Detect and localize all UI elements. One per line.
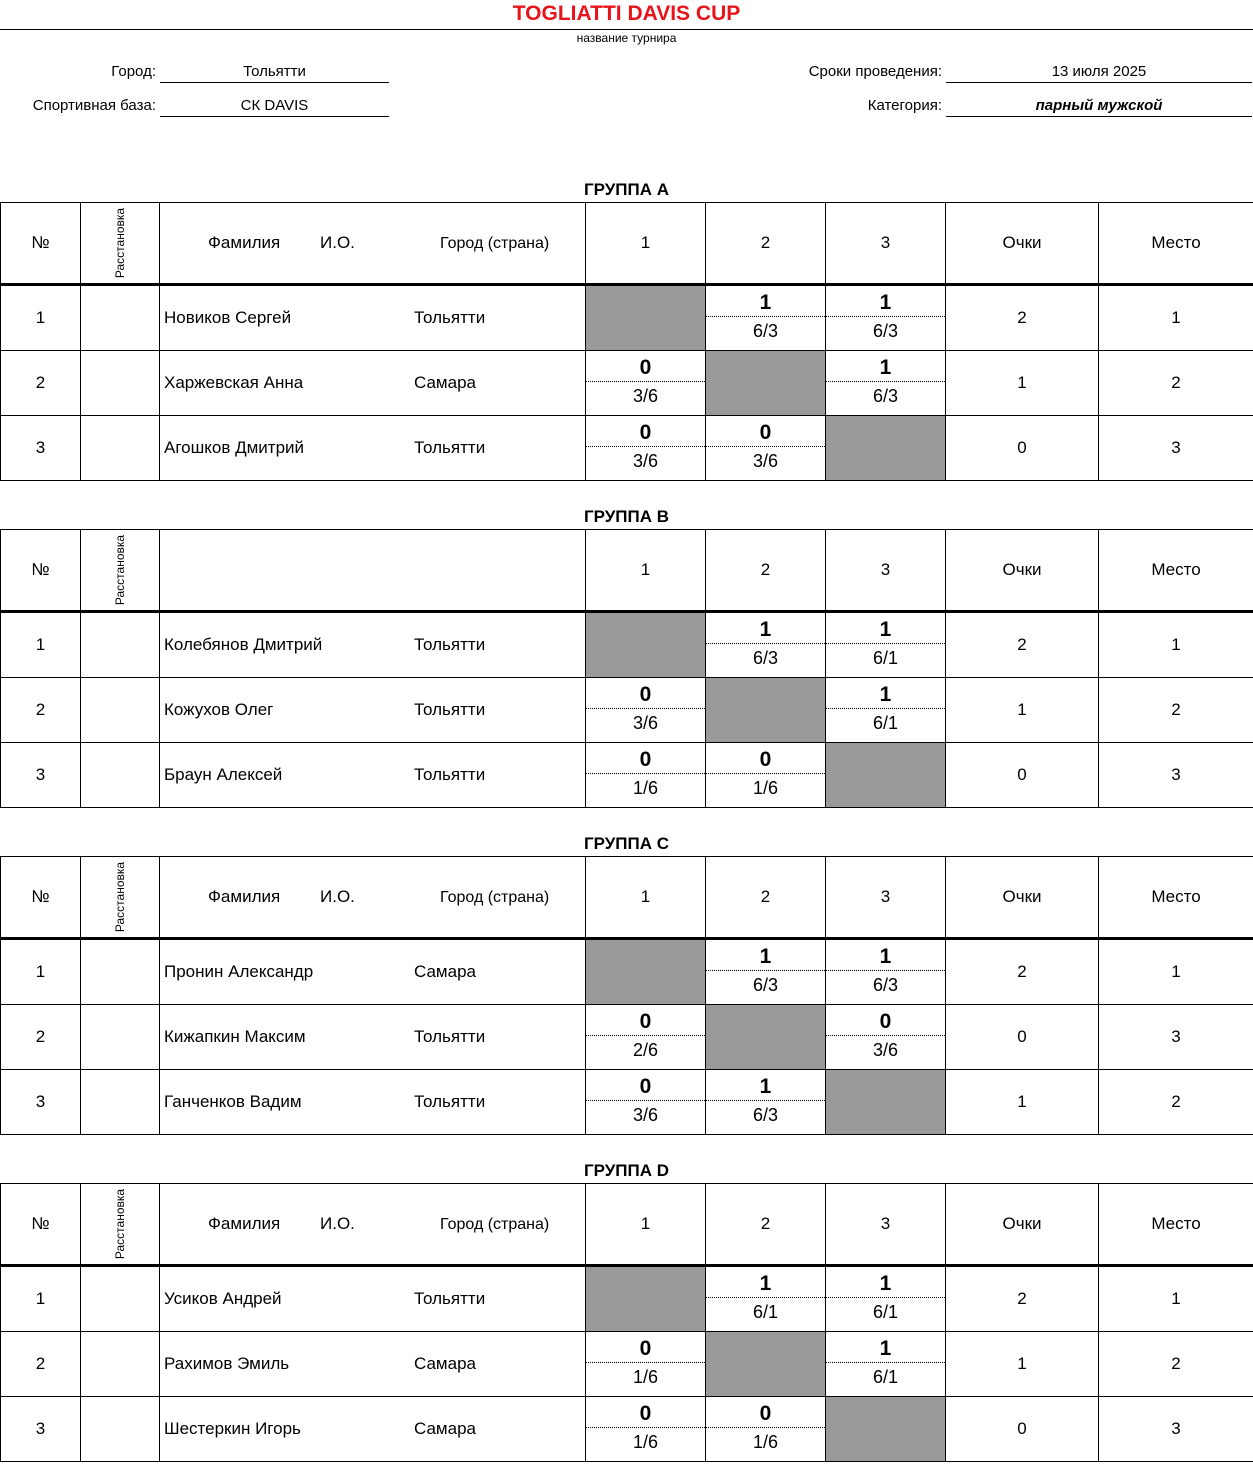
col-place-header: Место	[1099, 857, 1253, 939]
col-3-header: 3	[826, 203, 946, 285]
diagonal-cell	[706, 1332, 826, 1397]
match-win-flag: 1	[706, 617, 825, 644]
player-cell	[160, 1070, 586, 1135]
col-seed-header	[81, 1184, 160, 1266]
player-seed	[81, 678, 160, 743]
player-name: Усиков Андрей	[164, 1289, 282, 1308]
match-win-flag: 0	[586, 682, 705, 709]
match-result	[826, 351, 946, 416]
match-score: 2/6	[632, 1040, 659, 1060]
surname-header: Фамилия	[208, 1214, 281, 1233]
player-number: 3	[1, 743, 81, 808]
match-win-flag: 1	[706, 944, 825, 971]
player-points: 2	[946, 612, 1099, 678]
col-place-header: Место	[1099, 203, 1253, 285]
match-result	[586, 1332, 706, 1397]
match-score: 6/3	[872, 386, 899, 406]
match-score: 3/6	[632, 451, 659, 471]
col-1-header: 1	[586, 530, 706, 612]
player-cell	[160, 285, 586, 351]
match-score: 6/3	[872, 321, 899, 341]
match-result	[586, 1070, 706, 1135]
player-name: Харжевская Анна	[164, 373, 304, 392]
col-seed-header	[81, 203, 160, 285]
match-win-flag: 0	[586, 1009, 705, 1036]
player-seed	[81, 939, 160, 1005]
player-row	[1, 678, 1253, 743]
player-points: 0	[946, 743, 1099, 808]
match-result	[826, 612, 946, 678]
diagonal-cell	[586, 612, 706, 678]
player-place: 3	[1099, 1005, 1253, 1070]
col-name-header	[160, 203, 586, 285]
match-win-flag: 0	[586, 1074, 705, 1101]
group-title: ГРУППА С	[583, 834, 670, 853]
player-seed	[81, 1332, 160, 1397]
player-place: 3	[1099, 416, 1253, 481]
header-row	[1, 857, 1253, 939]
col-1-header: 1	[586, 1184, 706, 1266]
player-place: 2	[1099, 678, 1253, 743]
player-points: 1	[946, 1070, 1099, 1135]
match-score: 1/6	[632, 778, 659, 798]
group-title: ГРУППА D	[583, 1161, 670, 1180]
initials-header: И.О.	[320, 887, 355, 906]
match-result	[706, 1070, 826, 1135]
match-score: 6/3	[872, 975, 899, 995]
group-table	[0, 856, 1253, 1135]
col-num-header: №	[1, 530, 81, 612]
match-result	[826, 285, 946, 351]
match-result	[706, 1266, 826, 1332]
player-city: Тольятти	[414, 700, 486, 719]
player-row	[1, 1070, 1253, 1135]
player-place: 2	[1099, 351, 1253, 416]
match-result	[586, 1397, 706, 1462]
player-row	[1, 285, 1253, 351]
match-win-flag: 0	[586, 420, 705, 447]
player-cell	[160, 743, 586, 808]
col-2-header: 2	[706, 1184, 826, 1266]
match-result	[586, 743, 706, 808]
match-result	[586, 351, 706, 416]
player-cell	[160, 1266, 586, 1332]
player-place: 2	[1099, 1332, 1253, 1397]
player-row	[1, 416, 1253, 481]
player-points: 1	[946, 678, 1099, 743]
match-score: 1/6	[632, 1367, 659, 1387]
player-city: Тольятти	[414, 765, 486, 784]
player-points: 0	[946, 1005, 1099, 1070]
surname-header: Фамилия	[208, 887, 281, 906]
group-table	[0, 202, 1253, 481]
match-score: 6/3	[752, 648, 779, 668]
group-table	[0, 529, 1253, 808]
player-name: Шестеркин Игорь	[164, 1419, 301, 1438]
col-points-header: Очки	[946, 203, 1099, 285]
match-win-flag: 1	[826, 682, 945, 709]
player-place: 1	[1099, 285, 1253, 351]
player-cell	[160, 678, 586, 743]
col-seed-header	[81, 530, 160, 612]
player-cell	[160, 612, 586, 678]
col-points-header: Очки	[946, 530, 1099, 612]
col-points-header: Очки	[946, 1184, 1099, 1266]
match-win-flag: 0	[586, 1401, 705, 1428]
player-points: 0	[946, 1397, 1099, 1462]
match-win-flag: 1	[826, 355, 945, 382]
match-score: 6/3	[752, 1105, 779, 1125]
match-score: 3/6	[632, 1105, 659, 1125]
player-number: 3	[1, 1070, 81, 1135]
player-row	[1, 939, 1253, 1005]
city-header: Город (страна)	[440, 235, 550, 252]
match-win-flag: 1	[706, 290, 825, 317]
col-name-header	[160, 530, 586, 612]
player-number: 1	[1, 612, 81, 678]
match-win-flag: 1	[826, 944, 945, 971]
match-result	[826, 678, 946, 743]
match-result	[706, 612, 826, 678]
col-1-header: 1	[586, 857, 706, 939]
player-name: Ганченков Вадим	[164, 1092, 302, 1111]
match-win-flag: 0	[586, 355, 705, 382]
player-points: 1	[946, 1332, 1099, 1397]
match-score: 3/6	[632, 386, 659, 406]
diagonal-cell	[826, 1070, 946, 1135]
diagonal-cell	[586, 285, 706, 351]
initials-header: И.О.	[320, 233, 355, 252]
player-number: 2	[1, 351, 81, 416]
match-score: 1/6	[752, 778, 779, 798]
match-score: 6/1	[752, 1302, 779, 1322]
match-win-flag: 1	[826, 617, 945, 644]
base-label: Спортивная база:	[32, 97, 156, 114]
player-name: Кижапкин Максим	[164, 1027, 306, 1046]
player-points: 1	[946, 351, 1099, 416]
player-row	[1, 1266, 1253, 1332]
match-score: 1/6	[632, 1432, 659, 1452]
match-score: 6/1	[872, 1367, 899, 1387]
match-win-flag: 0	[586, 747, 705, 774]
match-score: 6/1	[872, 1302, 899, 1322]
city-label: Город:	[111, 63, 156, 80]
city-value: Тольятти	[160, 62, 389, 83]
player-row	[1, 1332, 1253, 1397]
col-num-header: №	[1, 1184, 81, 1266]
player-seed	[81, 351, 160, 416]
player-points: 0	[946, 416, 1099, 481]
match-win-flag: 0	[586, 1336, 705, 1363]
match-result	[826, 1332, 946, 1397]
match-score: 6/3	[752, 321, 779, 341]
diagonal-cell	[586, 1266, 706, 1332]
match-result	[586, 1005, 706, 1070]
col-2-header: 2	[706, 530, 826, 612]
match-score: 3/6	[872, 1040, 899, 1060]
player-number: 2	[1, 678, 81, 743]
player-name: Агошков Дмитрий	[164, 438, 305, 457]
match-win-flag: 0	[706, 747, 825, 774]
match-win-flag: 1	[826, 290, 945, 317]
match-score: 6/1	[872, 648, 899, 668]
seed-header-label: Расстановка	[113, 534, 127, 606]
header-row	[1, 530, 1253, 612]
player-city: Тольятти	[414, 438, 486, 457]
match-win-flag: 1	[826, 1271, 945, 1298]
group-title: ГРУППА В	[583, 507, 670, 526]
player-place: 1	[1099, 612, 1253, 678]
player-city: Тольятти	[414, 1092, 486, 1111]
dates-label: Сроки проведения:	[808, 63, 942, 80]
player-cell	[160, 416, 586, 481]
player-city: Самара	[414, 373, 476, 392]
player-seed	[81, 1397, 160, 1462]
player-number: 1	[1, 1266, 81, 1332]
header-row	[1, 203, 1253, 285]
player-cell	[160, 1005, 586, 1070]
player-points: 2	[946, 285, 1099, 351]
player-city: Тольятти	[414, 1289, 486, 1308]
match-score: 6/3	[752, 975, 779, 995]
diagonal-cell	[826, 743, 946, 808]
player-cell	[160, 351, 586, 416]
col-num-header: №	[1, 857, 81, 939]
player-city: Самара	[414, 1419, 476, 1438]
player-row	[1, 351, 1253, 416]
base-value: СК DAVIS	[160, 96, 389, 117]
match-score: 3/6	[632, 713, 659, 733]
match-win-flag: 1	[826, 1336, 945, 1363]
match-result	[706, 939, 826, 1005]
diagonal-cell	[706, 678, 826, 743]
match-result	[706, 285, 826, 351]
player-number: 2	[1, 1332, 81, 1397]
player-name: Пронин Александр	[164, 962, 314, 981]
match-result	[826, 939, 946, 1005]
player-city: Тольятти	[414, 1027, 486, 1046]
player-cell	[160, 939, 586, 1005]
player-row	[1, 612, 1253, 678]
match-result	[706, 1397, 826, 1462]
seed-header-label: Расстановка	[113, 1188, 127, 1260]
seed-header-label: Расстановка	[113, 207, 127, 279]
seed-header-label: Расстановка	[113, 861, 127, 933]
player-cell	[160, 1332, 586, 1397]
match-result	[706, 416, 826, 481]
diagonal-cell	[706, 1005, 826, 1070]
player-number: 2	[1, 1005, 81, 1070]
match-score: 6/1	[872, 713, 899, 733]
tournament-title: TOGLIATTI DAVIS CUP	[512, 2, 741, 25]
player-seed	[81, 1005, 160, 1070]
col-1-header: 1	[586, 203, 706, 285]
player-number: 1	[1, 939, 81, 1005]
col-place-header: Место	[1099, 530, 1253, 612]
match-result	[706, 743, 826, 808]
player-place: 3	[1099, 743, 1253, 808]
tournament-subtitle: название турнира	[576, 31, 677, 45]
match-result	[586, 678, 706, 743]
player-name: Кожухов Олег	[164, 700, 274, 719]
player-seed	[81, 612, 160, 678]
player-number: 3	[1, 1397, 81, 1462]
player-seed	[81, 1266, 160, 1332]
diagonal-cell	[586, 939, 706, 1005]
col-3-header: 3	[826, 857, 946, 939]
player-name: Новиков Сергей	[164, 308, 292, 327]
match-win-flag: 1	[706, 1271, 825, 1298]
col-place-header: Место	[1099, 1184, 1253, 1266]
match-win-flag: 0	[706, 1401, 825, 1428]
match-score: 3/6	[752, 451, 779, 471]
category-label: Категория:	[867, 97, 942, 114]
match-score: 1/6	[752, 1432, 779, 1452]
col-3-header: 3	[826, 1184, 946, 1266]
diagonal-cell	[826, 1397, 946, 1462]
player-seed	[81, 743, 160, 808]
match-result	[586, 416, 706, 481]
player-city: Самара	[414, 962, 476, 981]
player-city: Тольятти	[414, 308, 486, 327]
col-2-header: 2	[706, 203, 826, 285]
player-points: 2	[946, 939, 1099, 1005]
player-number: 3	[1, 416, 81, 481]
col-points-header: Очки	[946, 857, 1099, 939]
player-name: Браун Алексей	[164, 765, 283, 784]
player-row	[1, 1397, 1253, 1462]
title-divider	[0, 29, 1253, 30]
player-place: 2	[1099, 1070, 1253, 1135]
match-result	[826, 1266, 946, 1332]
col-3-header: 3	[826, 530, 946, 612]
player-name: Рахимов Эмиль	[164, 1354, 290, 1373]
match-win-flag: 0	[826, 1009, 945, 1036]
surname-header: Фамилия	[208, 233, 281, 252]
dates-value: 13 июля 2025	[946, 62, 1252, 83]
col-name-header	[160, 857, 586, 939]
player-name: Колебянов Дмитрий	[164, 635, 323, 654]
player-seed	[81, 416, 160, 481]
player-place: 3	[1099, 1397, 1253, 1462]
player-place: 1	[1099, 1266, 1253, 1332]
player-seed	[81, 285, 160, 351]
player-seed	[81, 1070, 160, 1135]
category-value: парный мужской	[946, 96, 1252, 117]
group-table	[0, 1183, 1253, 1462]
col-num-header: №	[1, 203, 81, 285]
diagonal-cell	[826, 416, 946, 481]
header-row	[1, 1184, 1253, 1266]
player-cell	[160, 1397, 586, 1462]
match-win-flag: 0	[706, 420, 825, 447]
initials-header: И.О.	[320, 1214, 355, 1233]
col-name-header	[160, 1184, 586, 1266]
diagonal-cell	[706, 351, 826, 416]
player-points: 2	[946, 1266, 1099, 1332]
city-header: Город (страна)	[440, 889, 550, 906]
player-place: 1	[1099, 939, 1253, 1005]
player-city: Тольятти	[414, 635, 486, 654]
match-win-flag: 1	[706, 1074, 825, 1101]
player-row	[1, 743, 1253, 808]
city-header: Город (страна)	[440, 1216, 550, 1233]
player-number: 1	[1, 285, 81, 351]
match-result	[826, 1005, 946, 1070]
player-row	[1, 1005, 1253, 1070]
col-2-header: 2	[706, 857, 826, 939]
group-title: ГРУППА А	[583, 180, 670, 199]
player-city: Самара	[414, 1354, 476, 1373]
col-seed-header	[81, 857, 160, 939]
